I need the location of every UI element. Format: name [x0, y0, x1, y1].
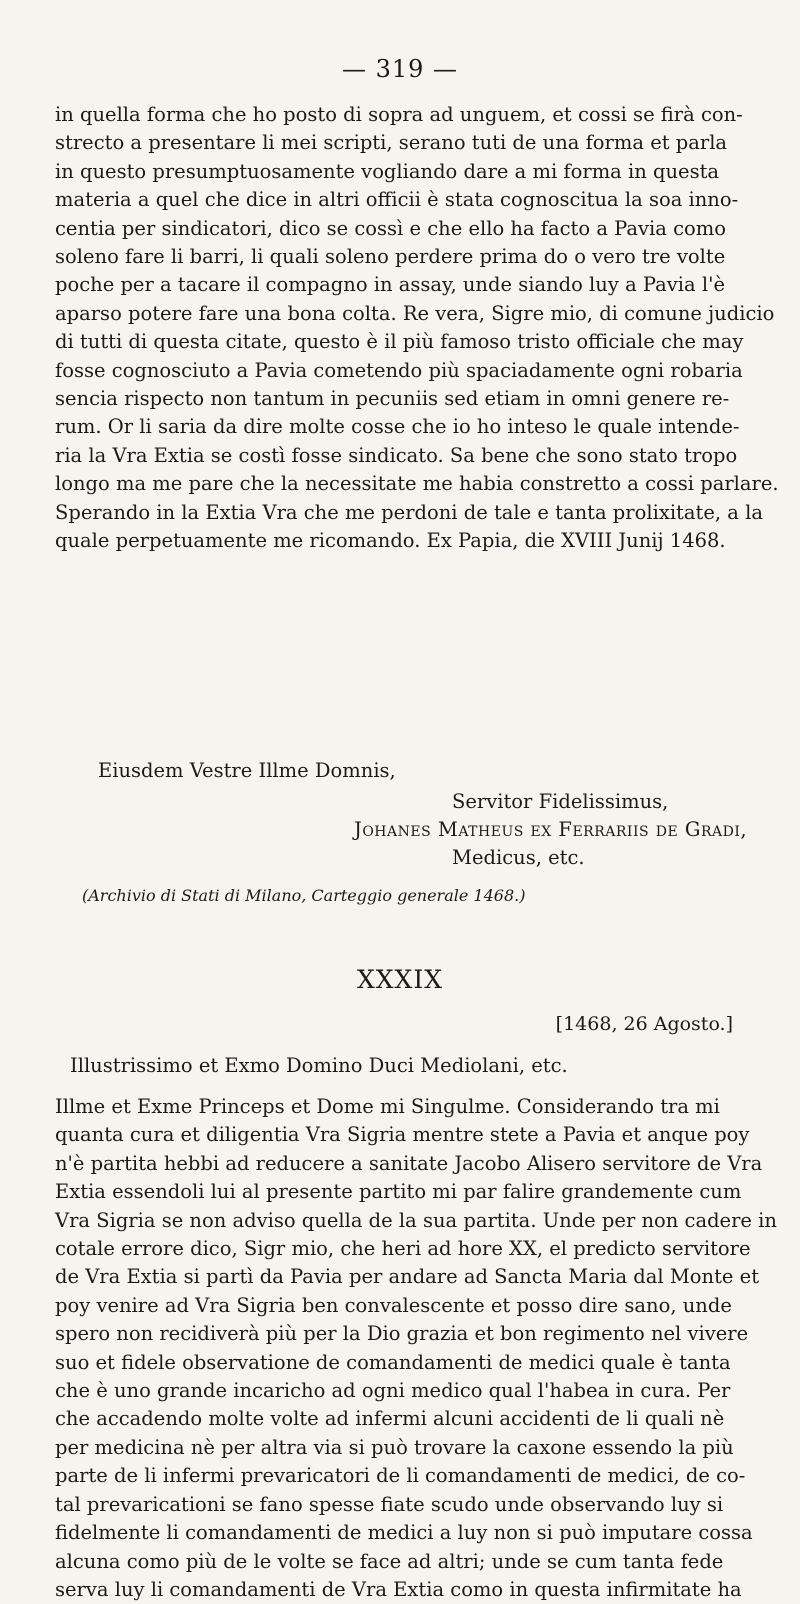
text-line: tal prevaricationi se fano spesse fiate scudo unde observando luy si: [55, 1492, 724, 1516]
text-line: aparso potere fare una bona colta. Re vera, Sigre mio, di comune judicio: [55, 301, 775, 325]
text-line: parte de li infermi prevaricatori de li comandamenti de medici, de co-: [55, 1464, 746, 1488]
letter-closing: Eiusdem Vestre Illme Domnis,: [98, 759, 396, 782]
text-line: Illme et Exme Princeps et Dome mi Singulme. Considerando tra mi: [55, 1095, 720, 1118]
letter-continuation-paragraph: [55, 101, 779, 556]
signature-role: Medicus, etc.: [452, 846, 585, 869]
text-line: strecto a presentare li mei scripti, serano tuti de una forma et parla: [55, 131, 728, 155]
text-line: serva luy li comandamenti de Vra Extia como in questa infirmitate ha: [55, 1577, 742, 1601]
text-line: che è uno grande incaricho ad ogni medico qual l'habea in cura. Per: [55, 1379, 731, 1403]
text-line: per medicina nè per altra via si può trovare la caxone essendo la più: [55, 1435, 734, 1459]
text-line: in questo presumptuosamente vogliando dare a mi forma in questa: [55, 159, 720, 183]
text-line: che accadendo molte volte ad infermi alcuni accidenti de li quali nè: [55, 1407, 725, 1431]
signature-title: Servitor Fidelissimus,: [452, 790, 669, 813]
signature-name: Johanes Matheus ex Ferrariis de Gradi,: [354, 818, 748, 841]
text-line: quale perpetuamente me ricomando. Ex Papia, die XVIII Junij 1468.: [55, 529, 726, 553]
text-line: cotale errore dico, Sigr mio, che heri ad hore XX, el predicto servitore: [55, 1237, 751, 1261]
text-line: Extia essendoli lui al presente partito mi par falire grandemente cum: [55, 1180, 742, 1204]
text-line: sencia rispecto non tantum in pecuniis sed etiam in omni genere re-: [55, 387, 730, 411]
text-line: n'è partita hebbi ad reducere a sanitate Jacobo Alisero servitore de Vra: [55, 1151, 763, 1175]
text-line: centia per sindicatori, dico se cossì e che ello ha facto a Pavia como: [55, 216, 726, 240]
text-line: di tutti di questa citate, questo è il più famoso tristo officiale che may: [55, 330, 744, 354]
text-line: soleno fare li barri, li quali soleno perdere prima do o vero tre volte: [55, 245, 726, 269]
text-line: in quella forma che ho posto di sopra ad unguem, et cossi se firà con-: [55, 103, 743, 126]
letter-body-paragraph: [55, 1093, 777, 1604]
text-line: Sperando in la Extia Vra che me perdoni de tale e tanta prolixitate, a la: [55, 500, 763, 524]
text-line: fosse cognosciuto a Pavia cometendo più spaciadamente ogni robaria: [55, 358, 743, 382]
text-line: quanta cura et diligentia Vra Sigria mentre stete a Pavia et anque poy: [55, 1123, 750, 1147]
text-line: alcuna como più de le volte se face ad altri; unde se cum tanta fede: [55, 1549, 724, 1573]
text-line: longo ma me pare che la necessitate me habia constretto a cossi parlare.: [55, 472, 779, 496]
page-number-header: — 319 —: [341, 55, 459, 83]
text-line: ria la Vra Extia se costì fosse sindicato. Sa bene che sono stato tropo: [55, 443, 738, 467]
text-line: fidelmente li comandamenti de medici a luy non si può imputare cossa: [55, 1521, 753, 1545]
text-line: poy venire ad Vra Sigria ben convalescente et posso dire sano, unde: [55, 1293, 732, 1317]
text-line: Vra Sigria se non adviso quella de la sua partita. Unde per non cadere in: [55, 1208, 777, 1232]
text-line: poche per a tacare il compagno in assay, unde siando luy a Pavia l'è: [55, 273, 725, 297]
text-line: suo et fidele observatione de comandamenti de medici quale è tanta: [55, 1350, 731, 1374]
document-number-heading: XXXIX: [356, 965, 444, 994]
text-line: materia a quel che dice in altri officii è stata cognoscitua la soa inno-: [55, 188, 739, 212]
text-line: de Vra Extia si partì da Pavia per andare ad Sancta Maria dal Monte et: [55, 1265, 760, 1289]
letter-salutation: Illustrissimo et Exmo Domino Duci Mediolani, etc.: [70, 1054, 568, 1077]
archive-source-note: (Archivio di Stati di Milano, Carteggio generale 1468.): [82, 886, 526, 905]
text-line: spero non recidiverà più per la Dio grazia et bon regimento nel vivere: [55, 1322, 749, 1346]
document-date: [1468, 26 Agosto.]: [555, 1013, 733, 1035]
text-line: rum. Or li saria da dire molte cosse che io ho inteso le quale intende-: [55, 415, 740, 439]
